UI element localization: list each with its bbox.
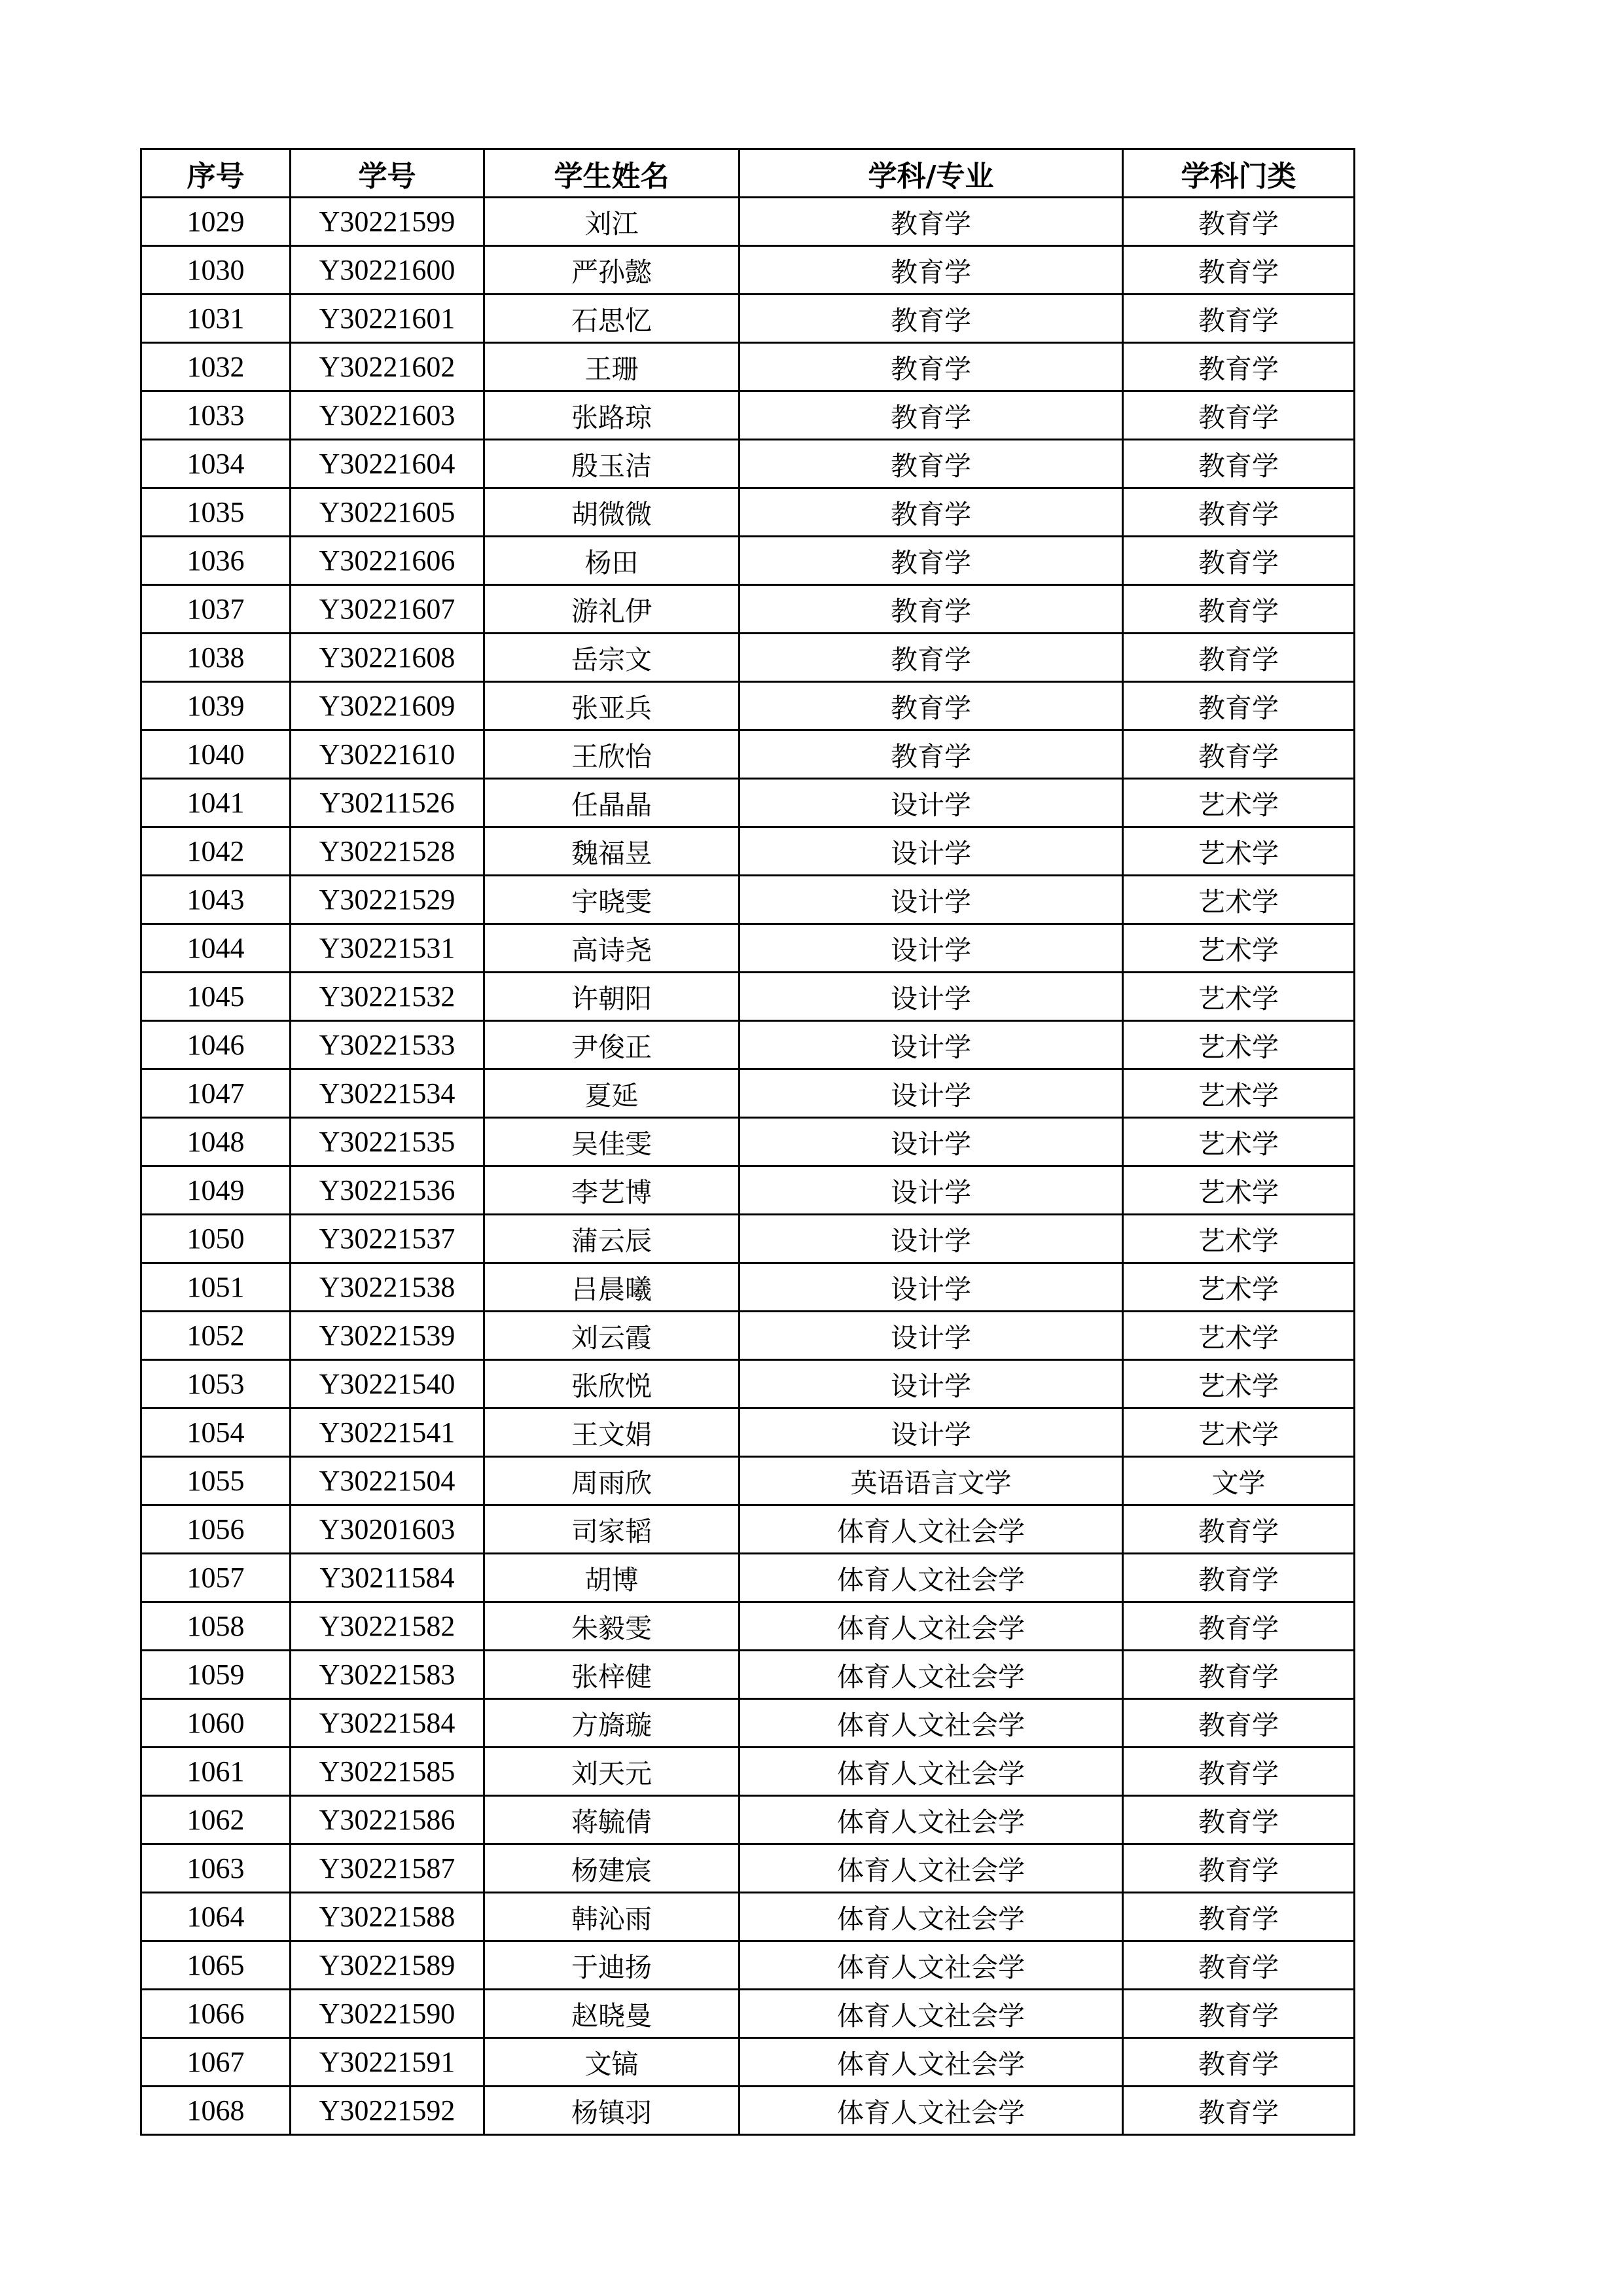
cell-student-id: Y30221599: [291, 198, 484, 246]
cell-serial-number: 1029: [141, 198, 291, 246]
cell-student-id: Y30221588: [291, 1893, 484, 1941]
cell-student-name: 张梓健: [484, 1651, 740, 1699]
cell-student-id: Y30221591: [291, 2038, 484, 2087]
cell-discipline-major: 体育人文社会学: [740, 1651, 1123, 1699]
table-row: [141, 1651, 1355, 1699]
cell-serial-number: 1037: [141, 585, 291, 634]
table-row: [141, 924, 1355, 973]
cell-student-id: Y30221606: [291, 537, 484, 585]
table-row: [141, 1021, 1355, 1069]
table-row: [141, 973, 1355, 1021]
table-row: [141, 1457, 1355, 1505]
cell-serial-number: 1060: [141, 1699, 291, 1748]
cell-student-id: Y30221609: [291, 682, 484, 730]
cell-discipline-category: 教育学: [1123, 1505, 1355, 1554]
cell-student-id: Y30221534: [291, 1069, 484, 1118]
cell-student-name: 杨建宸: [484, 1844, 740, 1893]
cell-student-id: Y30221541: [291, 1408, 484, 1457]
cell-discipline-major: 教育学: [740, 391, 1123, 440]
cell-student-id: Y30221590: [291, 1990, 484, 2038]
cell-student-id: Y30221533: [291, 1021, 484, 1069]
table-row: [141, 1215, 1355, 1263]
cell-student-id: Y30221535: [291, 1118, 484, 1166]
cell-serial-number: 1041: [141, 779, 291, 827]
cell-student-name: 许朝阳: [484, 973, 740, 1021]
table-row: [141, 1069, 1355, 1118]
cell-discipline-major: 设计学: [740, 1360, 1123, 1408]
cell-serial-number: 1067: [141, 2038, 291, 2087]
cell-discipline-major: 体育人文社会学: [740, 1941, 1123, 1990]
cell-discipline-category: 艺术学: [1123, 1021, 1355, 1069]
cell-student-name: 周雨欣: [484, 1457, 740, 1505]
cell-serial-number: 1040: [141, 730, 291, 779]
cell-discipline-category: 教育学: [1123, 343, 1355, 391]
table-row: [141, 343, 1355, 391]
table-row: [141, 1748, 1355, 1796]
cell-discipline-category: 教育学: [1123, 730, 1355, 779]
cell-student-name: 李艺博: [484, 1166, 740, 1215]
cell-discipline-category: 教育学: [1123, 2038, 1355, 2087]
cell-student-id: Y30221504: [291, 1457, 484, 1505]
cell-discipline-major: 体育人文社会学: [740, 1796, 1123, 1844]
cell-student-id: Y30221529: [291, 876, 484, 924]
cell-student-id: Y30221532: [291, 973, 484, 1021]
cell-student-name: 张路琼: [484, 391, 740, 440]
cell-discipline-category: 艺术学: [1123, 1408, 1355, 1457]
cell-discipline-category: 教育学: [1123, 1554, 1355, 1602]
cell-student-id: Y30221536: [291, 1166, 484, 1215]
cell-serial-number: 1064: [141, 1893, 291, 1941]
table-row: [141, 1941, 1355, 1990]
table-row: [141, 634, 1355, 682]
cell-discipline-major: 设计学: [740, 827, 1123, 876]
table-row: [141, 1166, 1355, 1215]
cell-serial-number: 1051: [141, 1263, 291, 1312]
cell-discipline-category: 教育学: [1123, 295, 1355, 343]
cell-discipline-major: 设计学: [740, 1408, 1123, 1457]
table-row: [141, 1990, 1355, 2038]
table-body: [141, 198, 1355, 2135]
cell-student-name: 张亚兵: [484, 682, 740, 730]
cell-discipline-major: 教育学: [740, 440, 1123, 488]
cell-discipline-category: 教育学: [1123, 2087, 1355, 2135]
cell-discipline-major: 设计学: [740, 1312, 1123, 1360]
cell-student-id: Y30211584: [291, 1554, 484, 1602]
cell-discipline-category: 艺术学: [1123, 827, 1355, 876]
cell-discipline-category: 教育学: [1123, 537, 1355, 585]
cell-student-name: 魏福昱: [484, 827, 740, 876]
cell-student-name: 刘云霞: [484, 1312, 740, 1360]
cell-serial-number: 1065: [141, 1941, 291, 1990]
cell-serial-number: 1058: [141, 1602, 291, 1651]
cell-discipline-major: 体育人文社会学: [740, 1844, 1123, 1893]
cell-discipline-category: 教育学: [1123, 1699, 1355, 1748]
cell-student-name: 岳宗文: [484, 634, 740, 682]
cell-discipline-category: 教育学: [1123, 1844, 1355, 1893]
cell-discipline-category: 教育学: [1123, 391, 1355, 440]
cell-discipline-major: 体育人文社会学: [740, 1893, 1123, 1941]
table-row: [141, 1505, 1355, 1554]
cell-discipline-major: 教育学: [740, 246, 1123, 295]
cell-discipline-category: 教育学: [1123, 1602, 1355, 1651]
cell-student-name: 游礼伊: [484, 585, 740, 634]
cell-discipline-category: 艺术学: [1123, 1215, 1355, 1263]
cell-student-id: Y30221537: [291, 1215, 484, 1263]
cell-student-name: 夏延: [484, 1069, 740, 1118]
cell-discipline-major: 教育学: [740, 730, 1123, 779]
table-row: [141, 1602, 1355, 1651]
table-header-row: [141, 149, 1355, 198]
cell-discipline-category: 文学: [1123, 1457, 1355, 1505]
cell-discipline-category: 教育学: [1123, 585, 1355, 634]
cell-student-name: 刘江: [484, 198, 740, 246]
cell-serial-number: 1039: [141, 682, 291, 730]
cell-student-id: Y30221583: [291, 1651, 484, 1699]
cell-discipline-major: 体育人文社会学: [740, 1554, 1123, 1602]
table-row: [141, 682, 1355, 730]
cell-student-id: Y30221602: [291, 343, 484, 391]
cell-student-name: 殷玉洁: [484, 440, 740, 488]
cell-student-name: 吴佳雯: [484, 1118, 740, 1166]
cell-serial-number: 1032: [141, 343, 291, 391]
cell-discipline-major: 教育学: [740, 295, 1123, 343]
cell-discipline-category: 教育学: [1123, 198, 1355, 246]
cell-student-id: Y30221607: [291, 585, 484, 634]
cell-discipline-major: 教育学: [740, 198, 1123, 246]
cell-serial-number: 1036: [141, 537, 291, 585]
cell-discipline-category: 艺术学: [1123, 973, 1355, 1021]
cell-discipline-major: 设计学: [740, 924, 1123, 973]
cell-student-id: Y30221589: [291, 1941, 484, 1990]
cell-discipline-major: 体育人文社会学: [740, 1505, 1123, 1554]
table-row: [141, 585, 1355, 634]
cell-serial-number: 1030: [141, 246, 291, 295]
cell-student-name: 杨田: [484, 537, 740, 585]
cell-discipline-major: 设计学: [740, 973, 1123, 1021]
cell-student-name: 严孙懿: [484, 246, 740, 295]
cell-discipline-category: 艺术学: [1123, 1312, 1355, 1360]
table-row: [141, 295, 1355, 343]
cell-serial-number: 1054: [141, 1408, 291, 1457]
cell-student-name: 胡博: [484, 1554, 740, 1602]
cell-student-id: Y30221582: [291, 1602, 484, 1651]
cell-serial-number: 1053: [141, 1360, 291, 1408]
cell-serial-number: 1057: [141, 1554, 291, 1602]
cell-serial-number: 1056: [141, 1505, 291, 1554]
cell-discipline-major: 设计学: [740, 876, 1123, 924]
cell-student-id: Y30221538: [291, 1263, 484, 1312]
cell-discipline-category: 艺术学: [1123, 1069, 1355, 1118]
cell-serial-number: 1052: [141, 1312, 291, 1360]
header-discipline-major: 学科/专业: [740, 149, 1123, 198]
table-row: [141, 876, 1355, 924]
cell-serial-number: 1046: [141, 1021, 291, 1069]
cell-serial-number: 1050: [141, 1215, 291, 1263]
table-row: [141, 246, 1355, 295]
cell-serial-number: 1059: [141, 1651, 291, 1699]
cell-discipline-major: 教育学: [740, 585, 1123, 634]
cell-student-id: Y30221587: [291, 1844, 484, 1893]
cell-serial-number: 1042: [141, 827, 291, 876]
cell-serial-number: 1048: [141, 1118, 291, 1166]
cell-student-name: 高诗尧: [484, 924, 740, 973]
cell-student-id: Y30221586: [291, 1796, 484, 1844]
table-row: [141, 1360, 1355, 1408]
cell-student-name: 蒲云辰: [484, 1215, 740, 1263]
cell-student-id: Y30221603: [291, 391, 484, 440]
cell-serial-number: 1068: [141, 2087, 291, 2135]
table-row: [141, 2038, 1355, 2087]
cell-student-name: 司家韬: [484, 1505, 740, 1554]
cell-student-id: Y30221604: [291, 440, 484, 488]
cell-student-name: 王珊: [484, 343, 740, 391]
header-serial-number: 序号: [141, 149, 291, 198]
cell-discipline-category: 教育学: [1123, 246, 1355, 295]
cell-student-name: 韩沁雨: [484, 1893, 740, 1941]
cell-serial-number: 1031: [141, 295, 291, 343]
cell-student-id: Y30221539: [291, 1312, 484, 1360]
cell-discipline-category: 教育学: [1123, 1941, 1355, 1990]
cell-discipline-major: 教育学: [740, 343, 1123, 391]
cell-serial-number: 1066: [141, 1990, 291, 2038]
cell-student-name: 杨镇羽: [484, 2087, 740, 2135]
cell-discipline-category: 教育学: [1123, 1796, 1355, 1844]
table-row: [141, 1554, 1355, 1602]
cell-student-name: 宇晓雯: [484, 876, 740, 924]
cell-serial-number: 1033: [141, 391, 291, 440]
cell-serial-number: 1038: [141, 634, 291, 682]
cell-discipline-category: 艺术学: [1123, 1263, 1355, 1312]
cell-discipline-major: 设计学: [740, 779, 1123, 827]
cell-student-id: Y30221584: [291, 1699, 484, 1748]
cell-serial-number: 1043: [141, 876, 291, 924]
cell-discipline-major: 体育人文社会学: [740, 2038, 1123, 2087]
cell-discipline-major: 体育人文社会学: [740, 2087, 1123, 2135]
student-roster-table: [140, 148, 1355, 2136]
cell-student-id: Y30221585: [291, 1748, 484, 1796]
cell-student-name: 朱毅雯: [484, 1602, 740, 1651]
cell-serial-number: 1044: [141, 924, 291, 973]
cell-student-id: Y30211526: [291, 779, 484, 827]
cell-student-name: 刘天元: [484, 1748, 740, 1796]
cell-student-name: 张欣悦: [484, 1360, 740, 1408]
table-row: [141, 2087, 1355, 2135]
table-row: [141, 730, 1355, 779]
cell-discipline-category: 艺术学: [1123, 1118, 1355, 1166]
table-row: [141, 1893, 1355, 1941]
cell-discipline-category: 艺术学: [1123, 876, 1355, 924]
cell-student-id: Y30221605: [291, 488, 484, 537]
table-row: [141, 1118, 1355, 1166]
cell-discipline-major: 设计学: [740, 1021, 1123, 1069]
cell-student-name: 王欣怡: [484, 730, 740, 779]
cell-discipline-major: 设计学: [740, 1069, 1123, 1118]
table-row: [141, 779, 1355, 827]
table-row: [141, 827, 1355, 876]
cell-discipline-category: 艺术学: [1123, 924, 1355, 973]
cell-student-id: Y30221531: [291, 924, 484, 973]
cell-student-id: Y30221600: [291, 246, 484, 295]
cell-serial-number: 1055: [141, 1457, 291, 1505]
cell-discipline-major: 体育人文社会学: [740, 1699, 1123, 1748]
cell-discipline-category: 教育学: [1123, 440, 1355, 488]
cell-serial-number: 1034: [141, 440, 291, 488]
cell-serial-number: 1035: [141, 488, 291, 537]
cell-student-id: Y30221528: [291, 827, 484, 876]
table-row: [141, 1796, 1355, 1844]
cell-discipline-major: 体育人文社会学: [740, 1990, 1123, 2038]
cell-serial-number: 1049: [141, 1166, 291, 1215]
cell-serial-number: 1047: [141, 1069, 291, 1118]
cell-discipline-major: 英语语言文学: [740, 1457, 1123, 1505]
cell-discipline-category: 教育学: [1123, 1651, 1355, 1699]
cell-student-id: Y30221610: [291, 730, 484, 779]
cell-student-id: Y30201603: [291, 1505, 484, 1554]
cell-student-name: 赵晓曼: [484, 1990, 740, 2038]
cell-discipline-major: 设计学: [740, 1215, 1123, 1263]
table-row: [141, 1408, 1355, 1457]
cell-student-id: Y30221608: [291, 634, 484, 682]
cell-discipline-category: 教育学: [1123, 488, 1355, 537]
cell-student-id: Y30221601: [291, 295, 484, 343]
table-row: [141, 1699, 1355, 1748]
cell-discipline-major: 体育人文社会学: [740, 1748, 1123, 1796]
cell-discipline-category: 艺术学: [1123, 1360, 1355, 1408]
table-row: [141, 488, 1355, 537]
cell-discipline-major: 教育学: [740, 682, 1123, 730]
cell-discipline-category: 艺术学: [1123, 1166, 1355, 1215]
cell-discipline-category: 教育学: [1123, 682, 1355, 730]
cell-discipline-major: 设计学: [740, 1118, 1123, 1166]
cell-discipline-category: 教育学: [1123, 1748, 1355, 1796]
cell-discipline-category: 教育学: [1123, 1893, 1355, 1941]
cell-discipline-major: 设计学: [740, 1166, 1123, 1215]
cell-student-name: 于迪扬: [484, 1941, 740, 1990]
cell-serial-number: 1063: [141, 1844, 291, 1893]
cell-student-name: 任晶晶: [484, 779, 740, 827]
cell-student-name: 王文娟: [484, 1408, 740, 1457]
cell-student-name: 吕晨曦: [484, 1263, 740, 1312]
cell-discipline-major: 体育人文社会学: [740, 1602, 1123, 1651]
cell-discipline-category: 艺术学: [1123, 779, 1355, 827]
cell-serial-number: 1061: [141, 1748, 291, 1796]
cell-student-name: 胡微微: [484, 488, 740, 537]
cell-student-id: Y30221592: [291, 2087, 484, 2135]
cell-serial-number: 1062: [141, 1796, 291, 1844]
header-student-id: 学号: [291, 149, 484, 198]
cell-student-name: 文镐: [484, 2038, 740, 2087]
table-row: [141, 1312, 1355, 1360]
cell-discipline-category: 教育学: [1123, 1990, 1355, 2038]
cell-student-name: 方旖璇: [484, 1699, 740, 1748]
cell-serial-number: 1045: [141, 973, 291, 1021]
header-discipline-category: 学科门类: [1123, 149, 1355, 198]
table-row: [141, 198, 1355, 246]
table-row: [141, 440, 1355, 488]
cell-discipline-major: 设计学: [740, 1263, 1123, 1312]
cell-student-name: 蒋毓倩: [484, 1796, 740, 1844]
table-row: [141, 1263, 1355, 1312]
table-row: [141, 391, 1355, 440]
table-row: [141, 537, 1355, 585]
header-student-name: 学生姓名: [484, 149, 740, 198]
cell-student-name: 尹俊正: [484, 1021, 740, 1069]
cell-discipline-category: 教育学: [1123, 634, 1355, 682]
cell-student-name: 石思忆: [484, 295, 740, 343]
cell-discipline-major: 教育学: [740, 537, 1123, 585]
cell-discipline-major: 教育学: [740, 634, 1123, 682]
table-row: [141, 1844, 1355, 1893]
cell-student-id: Y30221540: [291, 1360, 484, 1408]
cell-discipline-major: 教育学: [740, 488, 1123, 537]
